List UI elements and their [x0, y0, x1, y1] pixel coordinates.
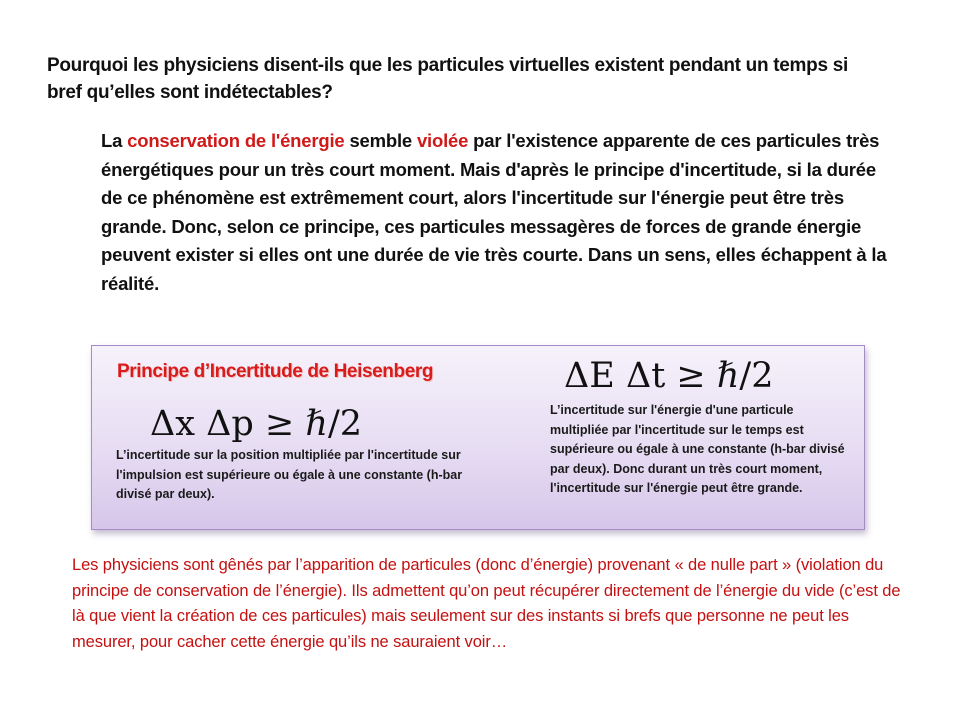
position-momentum-text: L’incertitude sur la position multipliée par l'incertitude sur l'impulsion est supérieure ou égale à une constante (h-bar divisé par deux).: [116, 448, 463, 501]
highlight-violee: violée: [416, 130, 469, 151]
energy-time-formula: ΔE Δt ≥ ℏ/2: [564, 356, 774, 396]
box-title: Principe d’Incertitude de Heisenberg: [117, 361, 434, 382]
paragraph-text-3: par l'existence apparente de ces particules très énergétiques pour un très court moment. Mais d'après le principe d'incertitude, si la durée de ce phénomène est extrêmement court, alors l'incertitude sur l'énergie peut être très grande. Donc, selon ce principe, ces particules messagères de forces de grande énergie peuvent exister si elles ont une durée de vie très courte. Dans un sens, elles échappent à la réalité.: [101, 130, 887, 294]
highlight-conservation: conservation de l'énergie: [127, 130, 345, 151]
bottom-paragraph: Les physiciens sont gênés par l’apparition de particules (donc d’énergie) provenant « de nulle part » (violation du principe de conservation de l’énergie). Ils admettent qu’on peut récupérer directement de l’énergie du vide (c’est de là que vient la création de ces particules) mais seulement sur des instants si brefs que personne ne peut les mesurer, pour cacher cette énergie qu’ils ne sauraient voir…: [72, 556, 901, 651]
paragraph-text-2: semble: [344, 130, 417, 151]
position-momentum-formula: Δx Δp ≥ ℏ/2: [150, 404, 362, 444]
paragraph-text-1: La: [101, 130, 128, 151]
slide-title: Pourquoi les physiciens disent-ils que les particules virtuelles existent pendant un temps si bref qu’elles sont indétectables?: [47, 55, 848, 103]
main-paragraph: [101, 127, 891, 298]
heisenberg-box: [91, 345, 865, 530]
energy-time-text: L’incertitude sur l'énergie d'une particule multipliée par l'incertitude sur le temps est supérieure ou égale à une constante (h-bar divisé par deux). Donc durant un très court moment, l'incertitude sur l'énergie peut être grande.: [550, 403, 845, 495]
